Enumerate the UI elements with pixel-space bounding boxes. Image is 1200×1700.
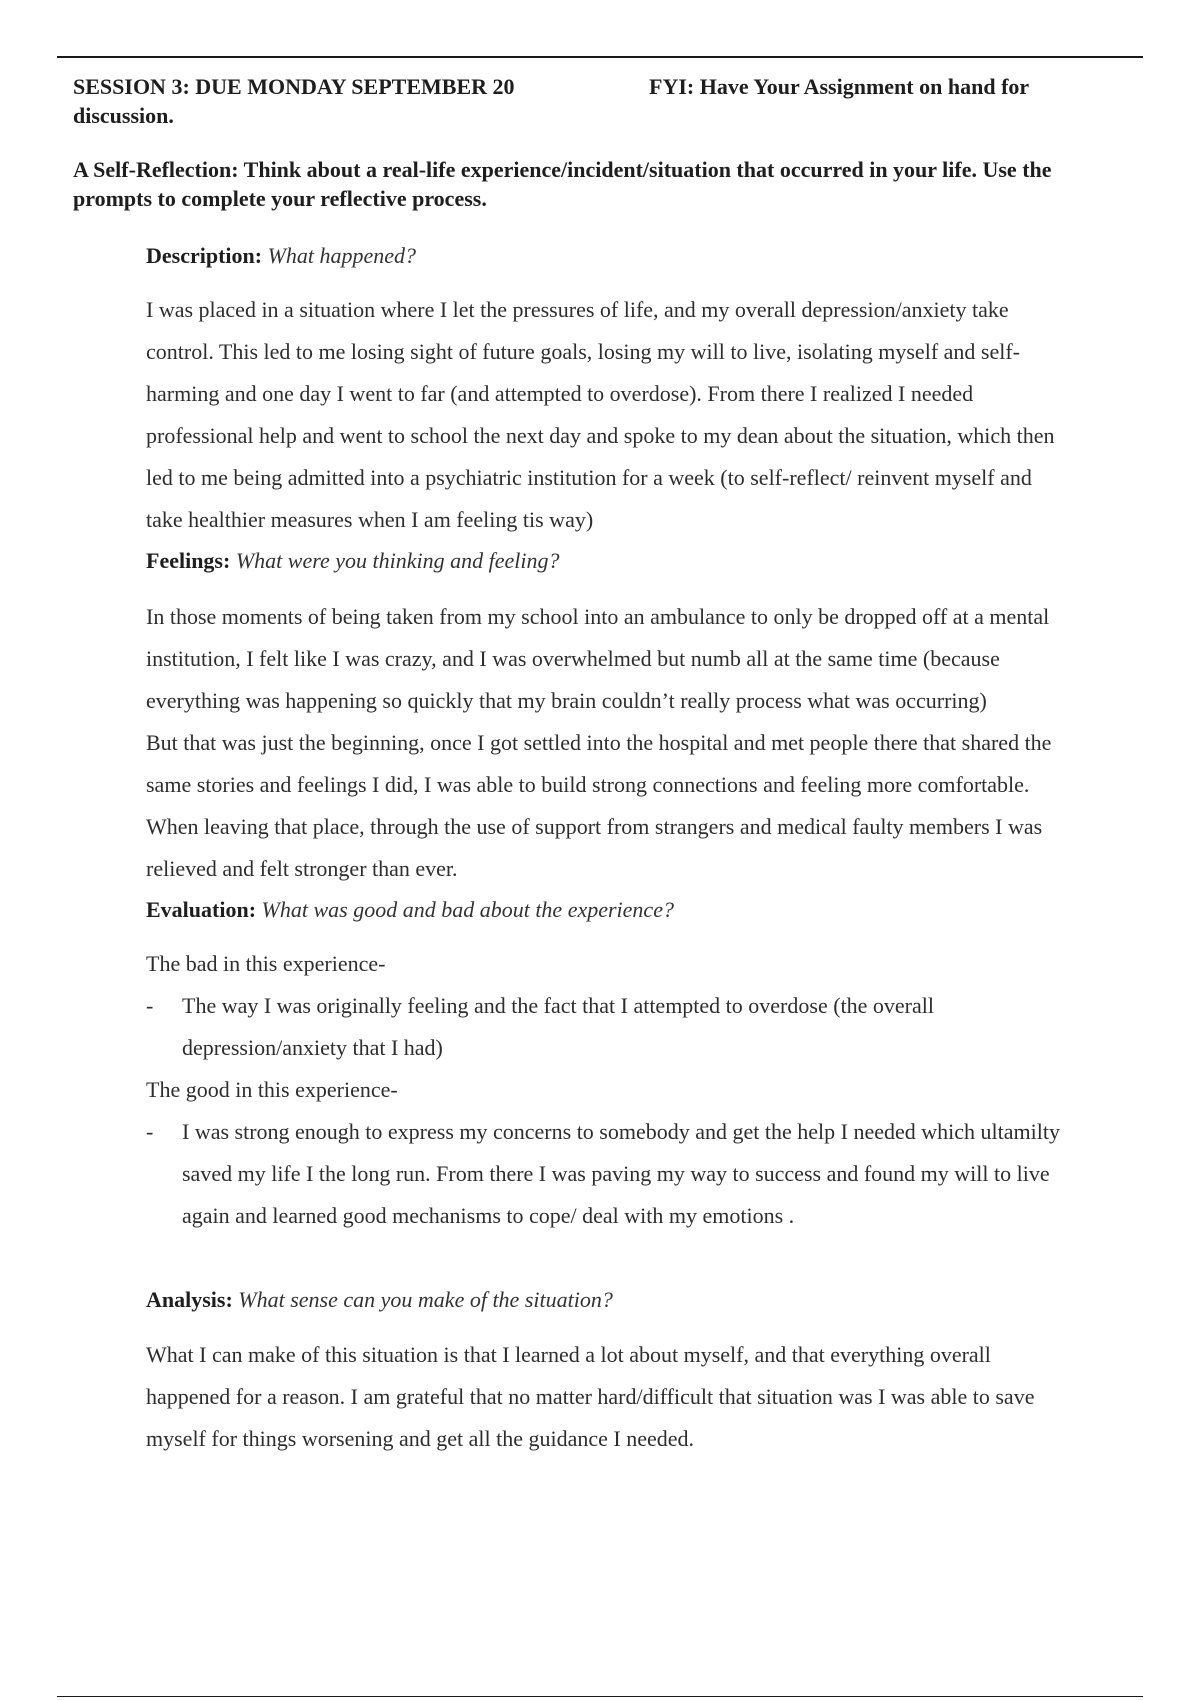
feelings-section [146, 546, 1156, 576]
feelings-line: same stories and feelings I did, I was able to build strong connections and feeling more comfortable. [146, 772, 1030, 797]
bottom-rule [57, 1696, 1143, 1697]
intro-line-1: A Self-Reflection: Think about a real-life experience/incident/situation that occurred in your life. Use the [73, 157, 1052, 182]
feelings-body [146, 596, 1156, 890]
intro-instructions [73, 155, 1173, 213]
analysis-label: Analysis: [146, 1287, 233, 1312]
session-header-continuation: discussion. [73, 103, 174, 128]
bad-bullet-line: depression/anxiety that I had) [182, 1035, 443, 1060]
feelings-line: When leaving that place, through the use of support from strangers and medical faulty members I was [146, 814, 1043, 839]
analysis-section [146, 1285, 1156, 1315]
feelings-heading [146, 546, 1156, 576]
good-bullet-line: saved my life I the long run. From there I was paving my way to success and found my will to live [182, 1161, 1050, 1186]
evaluation-section [146, 895, 1156, 925]
good-bullet-line: I was strong enough to express my concerns to somebody and get the help I needed which ultamilty [182, 1119, 1060, 1144]
description-label: Description: [146, 243, 263, 268]
analysis-line: What I can make of this situation is that I learned a lot about myself, and that everything overall [146, 1342, 991, 1367]
feelings-line: But that was just the beginning, once I got settled into the hospital and met people there that shared the [146, 730, 1052, 755]
feelings-label: Feelings: [146, 548, 231, 573]
evaluation-heading [146, 895, 1156, 925]
feelings-line: relieved and felt stronger than ever. [146, 856, 458, 881]
bullet-dash: - [146, 993, 154, 1018]
analysis-line: myself for things worsening and get all the guidance I needed. [146, 1426, 695, 1451]
evaluation-prompt: What was good and bad about the experience? [261, 897, 674, 922]
description-body [146, 289, 1156, 541]
description-line: professional help and went to school the next day and spoke to my dean about the situation, which then [146, 423, 1055, 448]
description-line: I was placed in a situation where I let the pressures of life, and my overall depression/anxiety take [146, 297, 1009, 322]
feelings-line: everything was happening so quickly that my brain couldn’t really process what was occurring) [146, 688, 987, 713]
evaluation-label: Evaluation: [146, 897, 257, 922]
description-prompt: What happened? [267, 243, 417, 268]
description-line: harming and one day I went to far (and attempted to overdose). From there I realized I needed [146, 381, 974, 406]
description-section [146, 241, 1156, 271]
bad-heading: The bad in this experience- [146, 951, 386, 976]
session-header-line [73, 72, 1173, 101]
feelings-line: institution, I felt like I was crazy, and I was overwhelmed but numb all at the same time (because [146, 646, 1000, 671]
good-bullet-line: again and learned good mechanisms to cope/ deal with my emotions . [182, 1203, 795, 1228]
bullet-dash: - [146, 1119, 154, 1144]
top-rule [57, 56, 1143, 58]
feelings-line: In those moments of being taken from my school into an ambulance to only be dropped off at a mental [146, 604, 1050, 629]
analysis-line: happened for a reason. I am grateful that no matter hard/difficult that situation was I was able to save [146, 1384, 1035, 1409]
bad-bullet [146, 985, 1156, 1069]
analysis-prompt: What sense can you make of the situation? [238, 1287, 613, 1312]
analysis-heading [146, 1285, 1156, 1315]
bad-bullet-line: The way I was originally feeling and the fact that I attempted to overdose (the overall [182, 993, 934, 1018]
good-heading: The good in this experience- [146, 1077, 398, 1102]
feelings-prompt: What were you thinking and feeling? [235, 548, 560, 573]
description-heading [146, 241, 1156, 271]
description-line: take healthier measures when I am feeling tis way) [146, 507, 594, 532]
session-title: SESSION 3: DUE MONDAY SEPTEMBER 20 [73, 74, 515, 99]
description-line: led to me being admitted into a psychiatric institution for a week (to self-reflect/ reinvent myself and [146, 465, 1032, 490]
description-line: control. This led to me losing sight of future goals, losing my will to live, isolating myself and self- [146, 339, 1020, 364]
session-header [73, 72, 1173, 130]
good-bullet [146, 1111, 1156, 1237]
fyi-note: FYI: Have Your Assignment on hand for [649, 74, 1030, 99]
intro-line-2: prompts to complete your reflective process. [73, 186, 487, 211]
evaluation-body [146, 943, 1156, 1237]
analysis-body [146, 1334, 1156, 1460]
